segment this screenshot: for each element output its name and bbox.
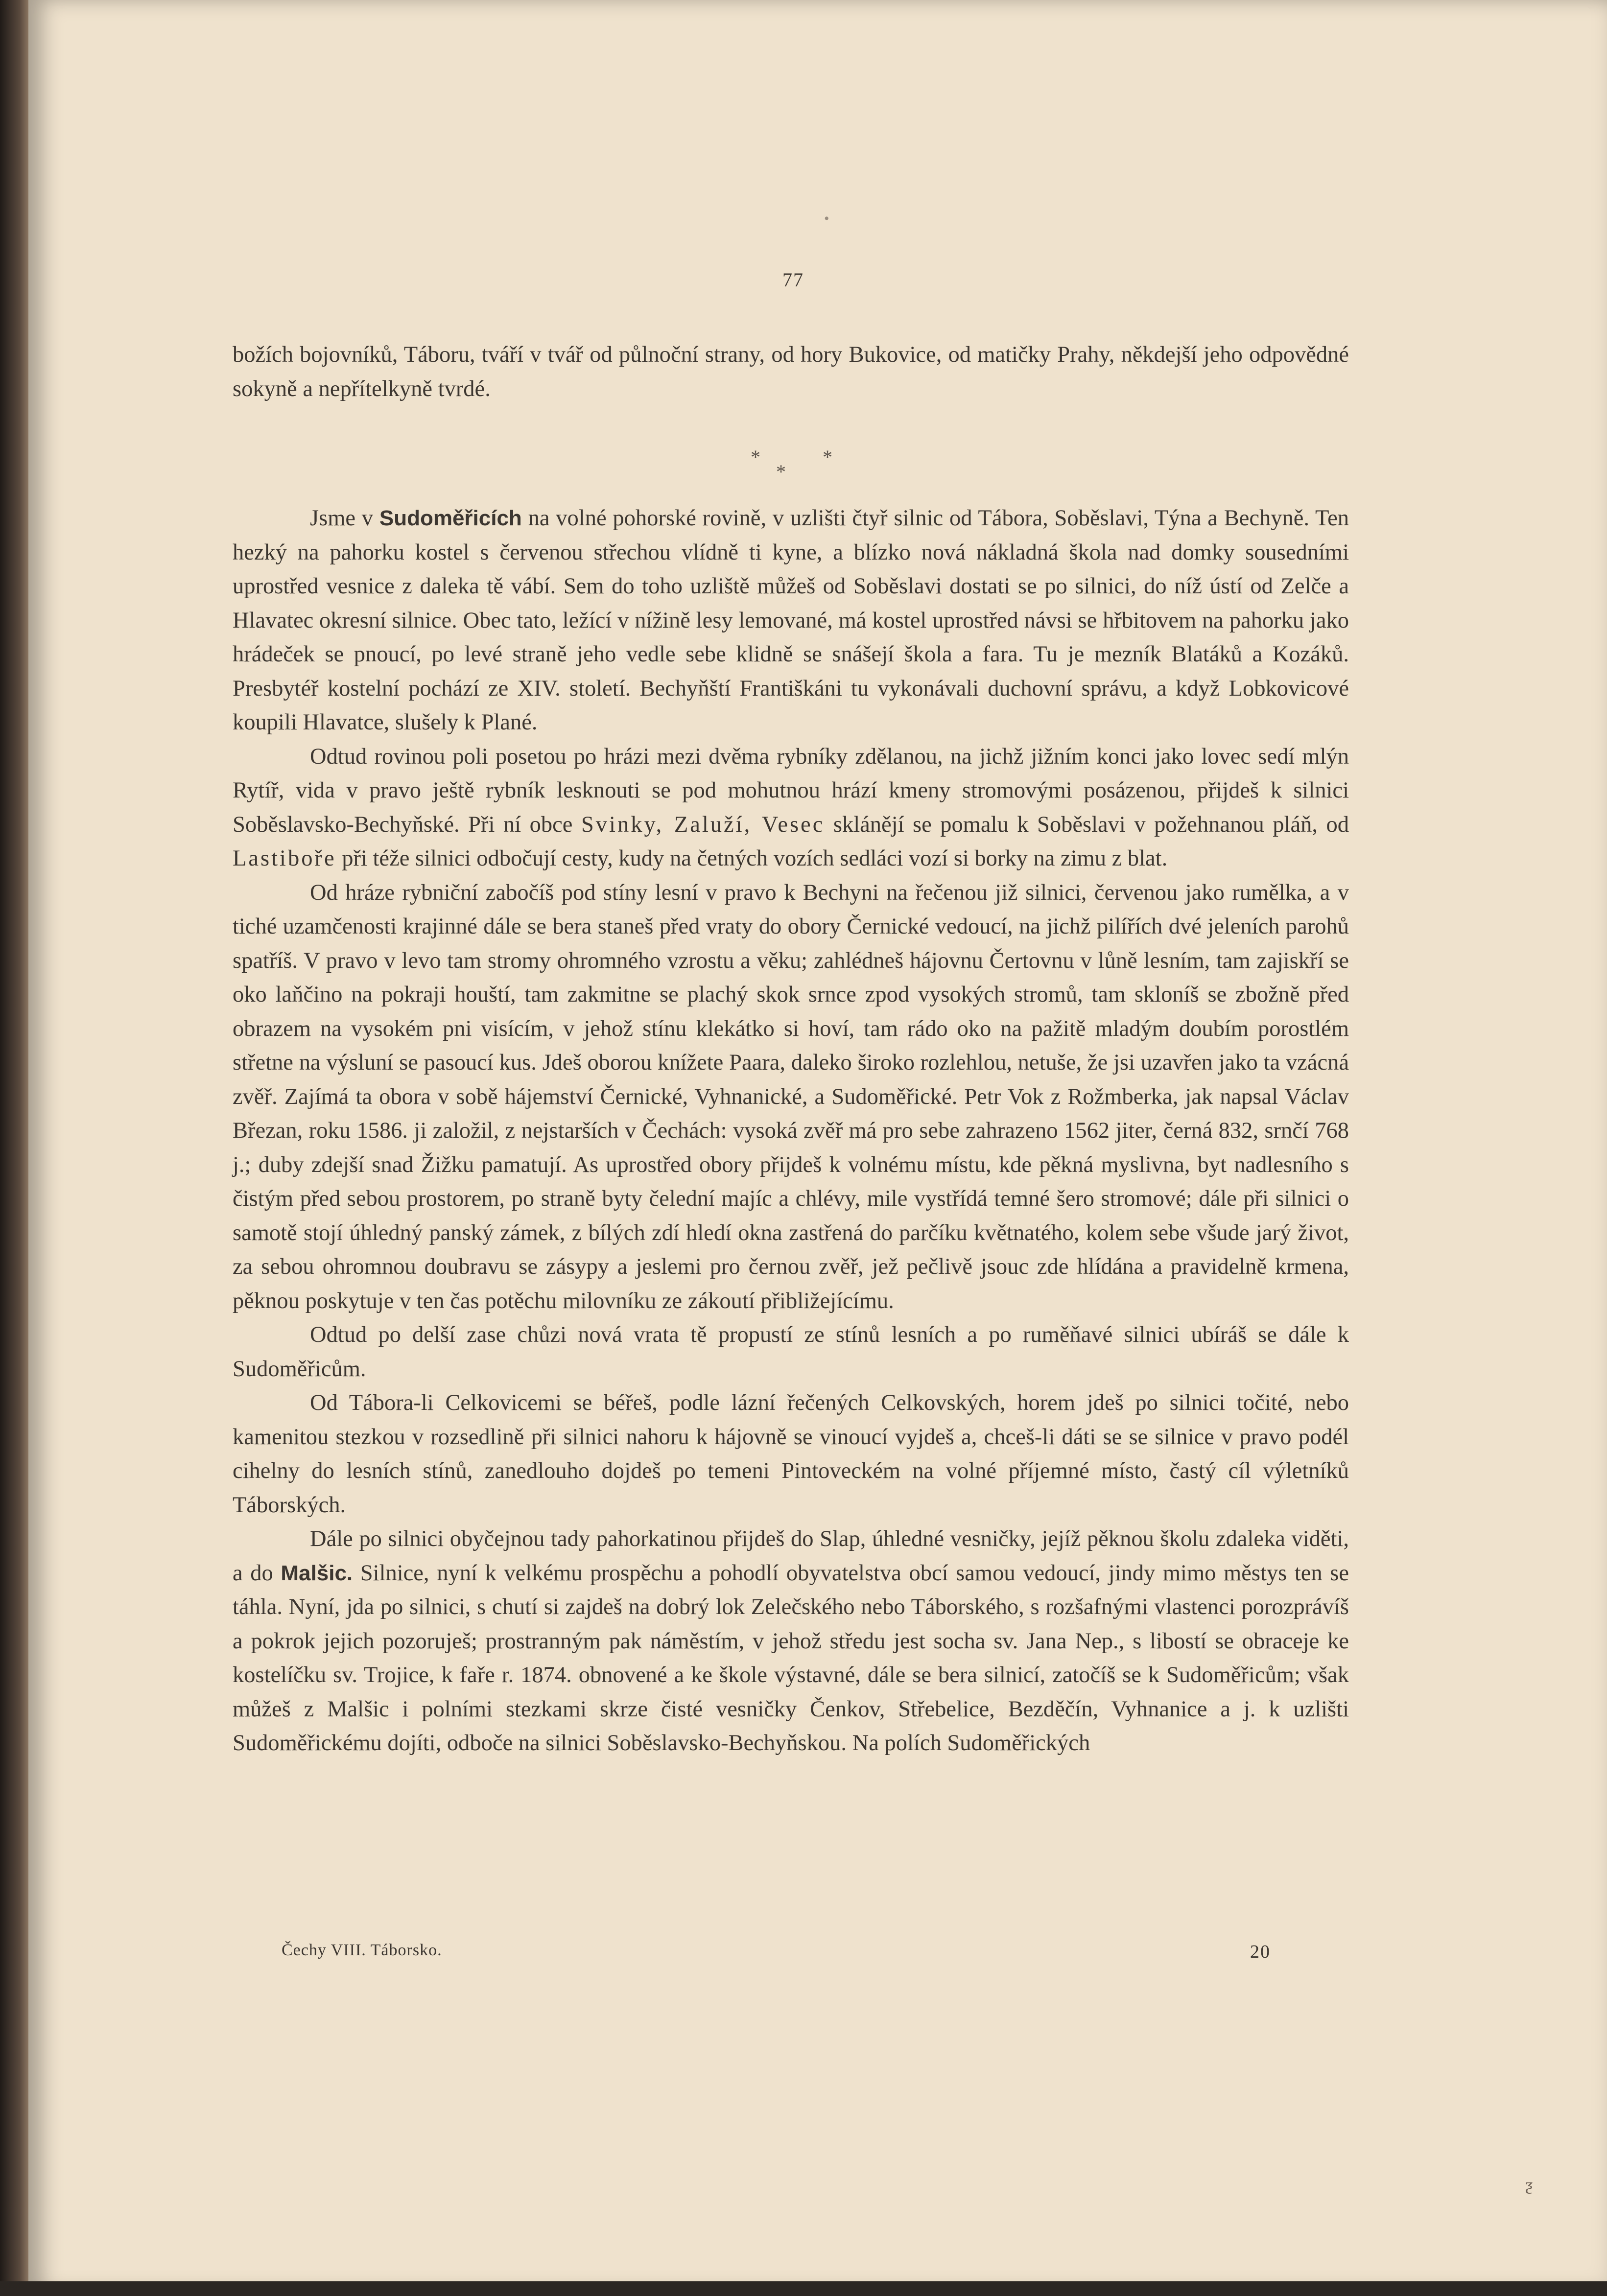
spaced-villages: Svinky, Zaluží, Vesec [581, 812, 825, 837]
paragraph-malsice: Dále po silnici obyčejnou tady pahorkatinou přijdeš do Slap, úhledné vesničky, jejíž pěknou školu zdaleka viděti, a do Malšic. Silnice, nyní k velkému prospěchu a pohodlí obyvatelstva obcí samou vedoucí, jindy mimo městys ten se táhla. Nyní, jda po silnici, s chutí si zajdeš na dobrý lok Zelečského nebo Táborského, s rozšafnými vlastenci porozprávíš a pokrok jejich pozoruješ; prostranným pak náměstím, v jehož středu jest socha sv. Jana Nep., s libostí se obraceje ke kostelíčku sv. Trojice, k faře r. 1874. obnovené a ke škole výstavné, dále se bera silnicí, zatočíš se k Sudoměřicům; však můžeš z Malšic i polními stezkami skrze čisté vesničky Čenkov, Střebelice, Bezděčín, Vyhnanice a j. k uzlišti Sudoměřickému dojíti, odboče na silnici Soběslavsko-Bechyňskou. Na polích Sudoměřických [233, 1526, 1349, 1756]
star-right: * [823, 446, 832, 468]
paragraph-vrata: Odtud po delší zase chůzi nová vrata tě propustí ze stínů lesních a po ruměňavé silnici ubíráš se dále k Sudoměřicům. [233, 1322, 1349, 1382]
top-mark: • [824, 211, 829, 227]
main-text [233, 338, 1349, 1760]
corner-mark: ƺ [1525, 2176, 1533, 2194]
book-binding [0, 0, 28, 2296]
spaced-lastibor: Lastiboře [233, 846, 336, 871]
page-number: 77 [782, 269, 804, 291]
paragraph-continuation: božích bojovníků, Táboru, tváří v tvář od půlnoční strany, od hory Bukovice, od matičky Prahy, někdejší jeho odpovědné sokyně a nepřítelkyně tvrdé. [233, 342, 1349, 401]
paragraph-rybniky: Odtud rovinou poli posetou po hrázi mezi dvěma rybníky zdělanou, na jichž jižním konci jako lovec sedí mlýn Rytíř, vida v pravo ještě rybník lesknouti se pod mohutnou hrází kmeny stromovými posázenou, přijdeš k silnici Soběslavsko-Bechyňské. Při ní obce Svinky, Zaluží, Vesec sklánějí se pomalu k Soběslavi v požehnanou pláň, od Lastiboře při téže silnici odbočují cesty, kudy na četných vozích sedláci vozí si borky na zimu z blat. [233, 744, 1349, 871]
place-name-bold: Sudoměřicích [379, 506, 522, 530]
star-left: * [751, 446, 760, 468]
paragraph-celkovice: Od Tábora-li Celkovicemi se béřeš, podle lázní řečených Celkovských, horem jdeš po silnici točité, nebo kamenitou stezkou v rozsedlině při silnici nahoru k hájovně se vinoucí vyjdeš a, chceš-li dáti se se silnice v pravo podél cihelny do lesních stínů, zanedlouho dojdeš po temeni Pintoveckém na volné příjemné místo, častý cíl výletníků Táborských. [233, 1390, 1349, 1518]
page-bottom-edge [0, 2281, 1607, 2296]
star-middle: * [776, 461, 786, 483]
footer-signature: Čechy VIII. Táborsko. [282, 1941, 442, 1959]
place-name-bold-malsice: Malšic. [281, 1561, 353, 1585]
footer-sheet-number: 20 [1250, 1942, 1271, 1962]
paragraph-sudomerice: Jsme v Sudoměřicích na volné pohorské rovině, v uzlišti čtyř silnic od Tábora, Soběslavi, Týna a Bechyně. Ten hezký na pahorku kostel s červenou střechou vlídně ti kyne, a blízko nová nákladná škola nad domky sousedními uprostřed vesnice z daleka tě vábí. Sem do toho uzliště můžeš od Soběslavi dostati se po silnici, do níž ústí od Zelče a Hlavatec okresní silnice. Obec tato, ležící v nížině lesy lemované, má kostel uprostřed návsi se hřbitovem na pahorku jako hrádeček se pnoucí, po levé straně jeho vedle sebe klidně se snášejí škola a fara. Tu je mezník Blatáků a Kozáků. Presbytéř kostelní pochází ze XIV. století. Bechyňští Františkáni tu vykonávali duchovní správu, a když Lobkovicové koupili Hlavatce, slušely k Plané. [233, 506, 1349, 735]
section-divider [233, 406, 1349, 501]
paragraph-obora: Od hráze rybniční zabočíš pod stíny lesní v pravo k Bechyni na řečenou již silnici, červenou jako rumělka, a v tiché uzamčenosti krajinné dále se bera staneš před vraty do obory Černické vedoucí, na jichž pilířích dvé jeleních parohů spatříš. V pravo v levo tam stromy ohromného vzrostu a věku; zahlédneš hájovnu Čertovnu v lůně lesním, tam zajiskří se oko laňčino na pokraji houští, tam zakmitne se plachý skok srnce zpod vysokých stromů, tam skloníš se zbožně před obrazem na vysokém pni visícím, v jehož stínu klekátko si hoví, tam rádo oko na pažitě mladým doubím porostlém střetne na výsluní se pasoucí kus. Jdeš oborou knížete Paara, daleko široko rozlehlou, netuše, že jsi uzavřen jako ta vzácná zvěř. Zajímá ta obora v sobě hájemství Černické, Vyhnanické, a Sudoměřické. Petr Vok z Rožmberka, jak napsal Václav Březan, roku 1586. ji založil, z nejstarších v Čechách: vysoká zvěř má pro sebe zahrazeno 1562 jiter, černá 832, srnčí 768 j.; duby zdejší snad Žižku pamatují. As uprostřed obory přijdeš k volnému místu, kde pěkná myslivna, byt nadlesního s čistým před sebou prostorem, po straně byty čelední majíc a chlévy, mile vystřídá temné šero stromové; dále při silnici o samotě stojí úhledný panský zámek, z bílých zdí hledí okna zastřená do parčíku květnatého, kolem sebe všude jarý život, za sebou ohromnou doubravu se zásypy a jeslemi pro černou zvěř, jež pečlivě jsouc zde hlídána a pravidelně krmena, pěknou poskytuje v ten čas potěchu milovníku ze zákoutí přibližejícímu. [233, 880, 1349, 1313]
